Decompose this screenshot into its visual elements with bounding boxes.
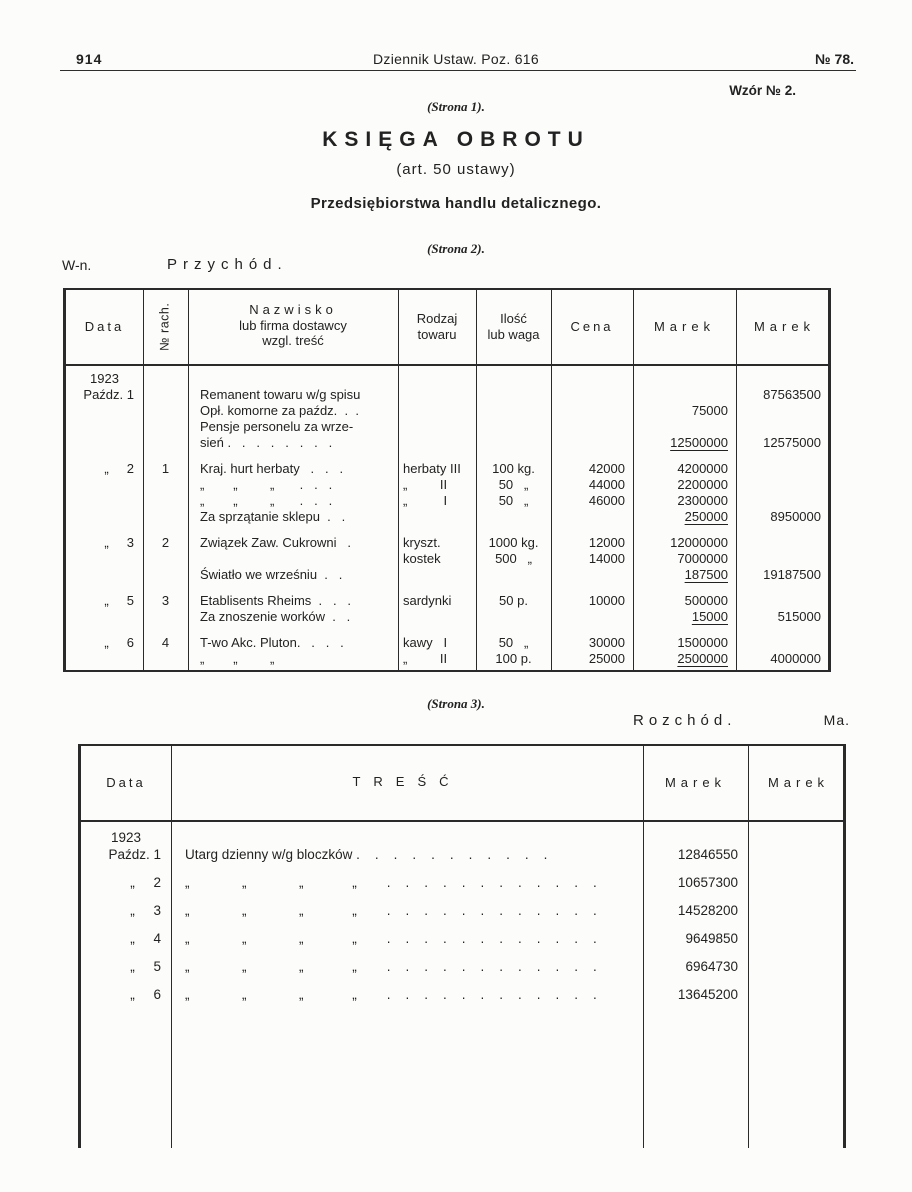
cell-goods-type: kawy I <box>403 635 448 650</box>
cell-marek-total <box>748 902 843 919</box>
col-header-quantity <box>476 311 551 342</box>
ledger-row <box>66 493 828 509</box>
cell-quantity <box>476 419 551 435</box>
cell-marek-detail: 15000 <box>691 609 728 624</box>
masthead-rule <box>60 70 856 71</box>
cell-marek-detail <box>633 419 736 435</box>
cell-price: 46000 <box>588 493 625 508</box>
col-header-account-no <box>143 290 188 364</box>
cell-marek-detail: 4200000 <box>677 461 728 476</box>
col-header-data: Data <box>106 775 146 790</box>
cell-marek-detail: 75000 <box>691 403 728 418</box>
cell-marek-detail <box>633 387 736 403</box>
ledger-row <box>66 551 828 567</box>
cell-date: „ 2 <box>104 461 134 476</box>
document-subtitle: Przedsiębiorstwa handlu detalicznego. <box>310 195 602 212</box>
cell-marek-detail: 14528200 <box>677 903 738 918</box>
cell-price: 25000 <box>588 651 625 666</box>
cell-description <box>171 829 643 846</box>
statute-reference: (art. 50 ustawy) <box>396 161 516 178</box>
cell-goods-type: „ I <box>403 493 448 508</box>
cell-date <box>66 651 143 667</box>
ledger-row <box>66 371 828 387</box>
page-number: 914 <box>76 51 103 67</box>
cell-marek-detail: 187500 <box>684 567 728 582</box>
cell-price: 12000 <box>588 535 625 550</box>
cell-goods-type: herbaty III <box>403 461 461 476</box>
wn-label: W-n. <box>62 257 92 273</box>
cell-price <box>551 567 633 583</box>
expense-table <box>78 744 846 1148</box>
cell-date <box>66 509 143 525</box>
cell-goods-type <box>398 419 476 435</box>
goods-type-header-line1: Rodzaj <box>416 311 458 326</box>
cell-date: Paźdz. 1 <box>108 847 161 862</box>
form-number-label: Wzór № 2. <box>729 83 796 98</box>
quantity-header-line2: lub waga <box>487 326 540 342</box>
cell-price <box>551 371 633 387</box>
cell-date <box>66 567 143 583</box>
ledger-row <box>66 403 828 419</box>
cell-marek-total <box>736 461 828 477</box>
cell-account-no: 4 <box>161 635 170 650</box>
cell-description: „ „ „ „ . . . . . . . . . . . . <box>185 959 597 974</box>
cell-marek-detail <box>633 371 736 387</box>
cell-marek-total <box>748 986 843 1003</box>
strona-3-label: (Strona 3). <box>427 696 485 711</box>
income-table-body <box>66 365 828 670</box>
cell-description <box>188 551 398 567</box>
rozchod-heading: Rozchód. <box>633 712 737 729</box>
cell-description: Kraj. hurt herbaty . . . <box>200 461 344 476</box>
ledger-row <box>66 387 828 403</box>
cell-description: Remanent towaru w/g spisu <box>200 387 361 402</box>
cell-description: „ „ „ . . . <box>200 493 333 508</box>
cell-quantity: 500 „ <box>495 551 532 566</box>
cell-marek-total <box>736 593 828 609</box>
cell-marek-detail: 2200000 <box>677 477 728 492</box>
ledger-row <box>66 461 828 477</box>
cell-description: Za znoszenie worków . . <box>200 609 351 624</box>
cell-description: T-wo Akc. Pluton. . . . <box>200 635 344 650</box>
cell-description: Etablisents Rheims . . . <box>200 593 351 608</box>
cell-goods-type: kostek <box>403 551 441 566</box>
cell-goods-type: sardynki <box>403 593 452 608</box>
cell-marek-total: 4000000 <box>770 651 821 666</box>
cell-quantity: 50 p. <box>499 593 528 608</box>
cell-description: „ „ „ . . . <box>200 477 333 492</box>
cell-date <box>66 435 143 451</box>
cell-account-no <box>143 551 188 567</box>
cell-description: Związek Zaw. Cukrowni . <box>200 535 351 550</box>
cell-quantity <box>476 387 551 403</box>
cell-quantity: 1000 kg. <box>488 535 539 550</box>
cell-account-no <box>143 419 188 435</box>
cell-marek-total <box>736 477 828 493</box>
cell-quantity: 50 „ <box>498 493 529 508</box>
income-table <box>63 288 831 672</box>
cell-quantity: 50 „ <box>498 477 529 492</box>
cell-marek-detail: 7000000 <box>677 551 728 566</box>
cell-price <box>551 403 633 419</box>
cell-quantity <box>476 371 551 387</box>
cell-marek-total: 515000 <box>777 609 821 624</box>
cell-marek-total <box>736 371 828 387</box>
cell-date <box>66 609 143 625</box>
cell-price: 42000 <box>588 461 625 476</box>
cell-marek-detail: 10657300 <box>677 875 738 890</box>
cell-date: „ 6 <box>104 635 134 650</box>
cell-marek-detail <box>643 829 748 846</box>
ledger-row <box>66 477 828 493</box>
cell-description: Utarg dzienny w/g bloczków . . . . . . . . . . . <box>185 847 548 862</box>
cell-goods-type: kryszt. <box>403 535 441 550</box>
ledger-row <box>66 509 828 525</box>
cell-description: „ „ „ „ . . . . . . . . . . . . <box>185 931 597 946</box>
cell-marek-total <box>736 419 828 435</box>
strona-2-label: (Strona 2). <box>427 241 485 256</box>
ledger-row <box>81 829 843 846</box>
cell-description: Opł. komorne za paźdz. . . <box>200 403 359 418</box>
cell-account-no: 1 <box>161 461 170 476</box>
ledger-row <box>66 609 828 625</box>
cell-goods-type: „ II <box>403 477 448 492</box>
cell-date: „ 3 <box>104 535 134 550</box>
cell-account-no <box>143 435 188 451</box>
ledger-row <box>66 435 828 451</box>
cell-marek-detail: 12846550 <box>677 847 738 862</box>
cell-description: „ „ „ <box>200 651 275 666</box>
cell-account-no <box>143 651 188 667</box>
cell-quantity <box>476 609 551 625</box>
cell-marek-total <box>748 930 843 947</box>
col-header-supplier <box>188 302 398 349</box>
ledger-row <box>66 651 828 667</box>
cell-account-no <box>143 477 188 493</box>
cell-date <box>66 403 143 419</box>
cell-goods-type <box>398 435 476 451</box>
cell-marek-detail: 250000 <box>684 509 728 524</box>
cell-description: Światło we wrześniu . . <box>200 567 343 582</box>
cell-date: „ 2 <box>130 875 161 890</box>
cell-date: Paźdz. 1 <box>83 387 134 402</box>
account-no-rotated-label: № rach. <box>157 302 172 352</box>
cell-goods-type <box>398 509 476 525</box>
cell-marek-detail: 6964730 <box>685 959 738 974</box>
ledger-row <box>81 846 843 863</box>
cell-description: sień . . . . . . . . <box>200 435 333 450</box>
cell-marek-total <box>736 551 828 567</box>
cell-marek-total <box>736 403 828 419</box>
goods-type-header-line2: towaru <box>417 326 457 342</box>
cell-account-no <box>143 567 188 583</box>
cell-price <box>551 609 633 625</box>
cell-marek-total <box>736 493 828 509</box>
cell-description: Za sprzątanie sklepu . . <box>200 509 346 524</box>
cell-account-no <box>143 509 188 525</box>
cell-date <box>66 551 143 567</box>
supplier-header-line2: lub firma dostawcy <box>239 317 347 333</box>
cell-account-no <box>143 387 188 403</box>
cell-marek-total: 12575000 <box>763 435 821 450</box>
ledger-row <box>66 635 828 651</box>
issue-number: № 78. <box>815 51 854 67</box>
col-header-marek-total: Marek <box>753 319 816 334</box>
cell-goods-type <box>398 387 476 403</box>
ledger-row <box>66 419 828 435</box>
cell-goods-type <box>398 567 476 583</box>
cell-price: 30000 <box>588 635 625 650</box>
cell-description: „ „ „ „ . . . . . . . . . . . . <box>185 903 597 918</box>
cell-price <box>551 419 633 435</box>
cell-marek-detail: 12000000 <box>670 535 728 550</box>
cell-date: „ 5 <box>104 593 134 608</box>
cell-quantity: 50 „ <box>498 635 529 650</box>
ledger-row <box>81 930 843 947</box>
col-header-marek-detail: Marek <box>664 775 727 790</box>
cell-marek-total <box>736 635 828 651</box>
cell-marek-total <box>748 958 843 975</box>
cell-account-no <box>143 371 188 387</box>
cell-quantity <box>476 509 551 525</box>
document-title: KSIĘGA OBROTU <box>322 128 590 151</box>
cell-date: 1923 <box>110 830 142 845</box>
col-header-tresc: TREŚĆ <box>352 774 462 789</box>
cell-date: „ 5 <box>130 959 161 974</box>
cell-marek-total: 19187500 <box>763 567 821 582</box>
cell-date <box>66 493 143 509</box>
ledger-row <box>66 593 828 609</box>
cell-account-no <box>143 609 188 625</box>
cell-date: „ 6 <box>130 987 161 1002</box>
cell-marek-detail: 13645200 <box>677 987 738 1002</box>
cell-marek-detail: 1500000 <box>677 635 728 650</box>
col-header-marek-detail: Marek <box>653 319 716 334</box>
ledger-row <box>66 567 828 583</box>
cell-account-no <box>143 493 188 509</box>
cell-goods-type <box>398 403 476 419</box>
cell-price <box>551 387 633 403</box>
cell-account-no: 2 <box>161 535 170 550</box>
cell-quantity <box>476 435 551 451</box>
cell-goods-type: „ II <box>403 651 448 666</box>
ledger-row <box>81 986 843 1003</box>
cell-marek-total <box>736 535 828 551</box>
cell-description: „ „ „ „ . . . . . . . . . . . . <box>185 875 597 890</box>
cell-marek-total <box>748 846 843 863</box>
cell-price <box>551 509 633 525</box>
col-header-marek-total: Marek <box>767 775 830 790</box>
col-header-data: Data <box>84 319 125 334</box>
cell-price: 14000 <box>588 551 625 566</box>
cell-quantity: 100 kg. <box>492 461 535 476</box>
cell-price: 10000 <box>588 593 625 608</box>
ma-label: Ma. <box>823 712 850 728</box>
cell-date: „ 3 <box>130 903 161 918</box>
ledger-row <box>81 958 843 975</box>
supplier-header-line1: Nazwisko <box>249 302 337 317</box>
cell-marek-detail: 9649850 <box>685 931 738 946</box>
cell-date <box>66 419 143 435</box>
cell-date: 1923 <box>90 371 119 386</box>
cell-marek-detail: 2500000 <box>677 651 728 666</box>
cell-date <box>66 477 143 493</box>
strona-1-label: (Strona 1). <box>427 99 485 114</box>
cell-marek-total <box>748 874 843 891</box>
cell-description: „ „ „ „ . . . . . . . . . . . . <box>185 987 597 1002</box>
cell-account-no: 3 <box>161 593 170 608</box>
cell-marek-total: 8950000 <box>770 509 821 524</box>
cell-quantity <box>476 403 551 419</box>
przychod-heading: Przychód. <box>167 256 288 273</box>
col-header-price: Cena <box>570 319 614 334</box>
cell-account-no <box>143 403 188 419</box>
expense-table-body <box>81 821 843 1148</box>
cell-marek-detail: 500000 <box>684 593 728 608</box>
ledger-row <box>81 902 843 919</box>
cell-quantity <box>476 567 551 583</box>
cell-goods-type <box>398 371 476 387</box>
journal-title: Dziennik Ustaw. Poz. 616 <box>373 51 539 67</box>
cell-description: Pensje personelu za wrze- <box>200 419 354 434</box>
cell-description <box>188 371 398 387</box>
cell-marek-total: 87563500 <box>763 387 821 402</box>
cell-marek-total <box>748 829 843 846</box>
cell-quantity: 100 p. <box>495 651 532 666</box>
cell-marek-detail: 12500000 <box>670 435 728 450</box>
cell-goods-type <box>398 609 476 625</box>
quantity-header-line1: Ilość <box>500 311 527 326</box>
ledger-row <box>66 535 828 551</box>
supplier-header-line3: wzgl. treść <box>262 333 324 348</box>
cell-price: 44000 <box>588 477 625 492</box>
col-header-goods-type <box>398 311 476 342</box>
cell-date: „ 4 <box>130 931 161 946</box>
cell-price <box>551 435 633 451</box>
ledger-row <box>81 874 843 891</box>
cell-marek-detail: 2300000 <box>677 493 728 508</box>
